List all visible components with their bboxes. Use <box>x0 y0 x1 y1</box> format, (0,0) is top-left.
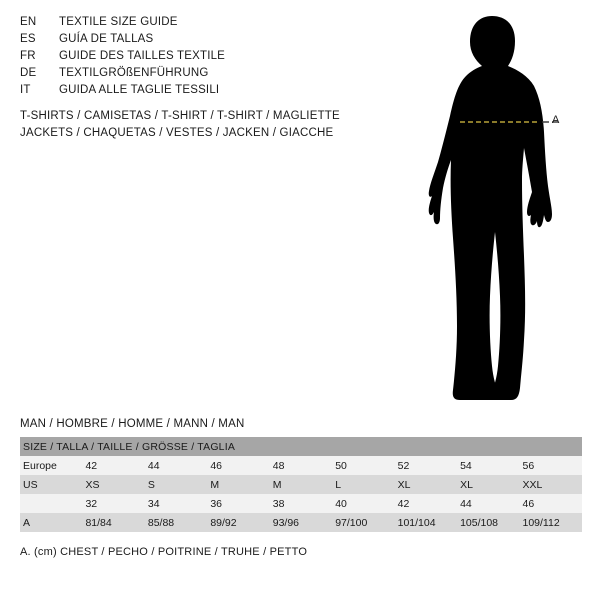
cell-text: XXL <box>522 478 543 491</box>
language-text: GUIDE DES TAILLES TEXTILE <box>59 50 226 62</box>
cell-text: XL <box>460 478 473 491</box>
table-cell <box>520 456 583 475</box>
language-row <box>20 50 350 67</box>
language-code: ES <box>20 33 36 45</box>
language-code: FR <box>20 50 36 62</box>
table-cell <box>207 513 269 532</box>
cell-text: 42 <box>85 459 98 472</box>
cell-text: 52 <box>397 459 410 472</box>
cell-text: M <box>272 478 282 491</box>
table-header-cell <box>20 437 582 456</box>
body-silhouette-figure <box>400 10 590 410</box>
table-row <box>20 456 582 475</box>
table-cell <box>82 456 144 475</box>
category-line-tshirts: T-SHIRTS / CAMISETAS / T-SHIRT / T-SHIRT / MAGLIETTE <box>20 110 340 122</box>
table-section-title: MAN / HOMBRE / HOMME / MANN / MAN <box>20 418 245 430</box>
row-label: US <box>20 475 82 494</box>
table-cell <box>145 456 207 475</box>
table-cell <box>82 475 144 494</box>
cell-text: M <box>210 478 220 491</box>
table-cell <box>270 475 332 494</box>
cell-text: 46 <box>522 497 535 510</box>
table-cell <box>207 494 269 513</box>
language-row <box>20 33 350 50</box>
cell-text: 44 <box>460 497 472 510</box>
table-cell <box>270 513 332 532</box>
table-row <box>20 475 582 494</box>
cell-text: 34 <box>147 497 160 510</box>
language-text: TEXTILGRÖßENFÜHRUNG <box>59 67 209 79</box>
cell-text: 56 <box>522 459 535 472</box>
table-header-label: SIZE / TALLA / TAILLE / GRÖSSE / TAGLIA <box>23 440 236 453</box>
language-code: EN <box>20 16 37 28</box>
cell-text: XL <box>397 478 411 491</box>
cell-text: 54 <box>460 459 472 472</box>
table-cell <box>520 475 583 494</box>
table-cell <box>82 494 144 513</box>
table-cell <box>457 475 519 494</box>
cell-text: 44 <box>147 459 160 472</box>
table-cell <box>457 494 519 513</box>
category-line-jackets: JACKETS / CHAQUETAS / VESTES / JACKEN / GIACCHE <box>20 127 334 139</box>
language-text: GUIDA ALLE TAGLIE TESSILI <box>59 84 220 96</box>
table-header-row <box>20 437 582 456</box>
cell-text: 38 <box>272 497 285 510</box>
table-cell <box>395 456 457 475</box>
table-cell <box>270 494 332 513</box>
cell-text: 32 <box>85 497 98 510</box>
table-cell <box>270 456 332 475</box>
cell-text: S <box>147 478 155 491</box>
table-cell <box>207 456 269 475</box>
row-label: Europe <box>20 456 82 475</box>
cell-text: 105/108 <box>460 516 499 529</box>
table-cell <box>520 513 583 532</box>
row-label: A <box>20 513 82 532</box>
table-cell <box>395 475 457 494</box>
language-code: IT <box>20 84 31 96</box>
cell-text: 97/100 <box>335 516 368 529</box>
table-cell <box>520 494 583 513</box>
table-cell <box>395 513 457 532</box>
language-row <box>20 84 350 101</box>
table-row <box>20 494 582 513</box>
language-header-block <box>20 16 350 101</box>
table-cell <box>395 494 457 513</box>
measure-label-a: A <box>552 114 560 126</box>
language-text: TEXTILE SIZE GUIDE <box>59 16 178 28</box>
cell-text: 50 <box>335 459 347 472</box>
table-row <box>20 513 582 532</box>
language-row <box>20 67 350 84</box>
cell-text: XS <box>85 478 100 491</box>
cell-text: 109/112 <box>522 516 560 529</box>
cell-text: 89/92 <box>210 516 237 529</box>
cell-text: 85/88 <box>147 516 175 529</box>
table-cell <box>145 475 207 494</box>
cell-text: 48 <box>272 459 285 472</box>
table-cell <box>207 475 269 494</box>
language-code: DE <box>20 67 37 79</box>
cell-text: 40 <box>335 497 347 510</box>
size-table <box>20 437 582 532</box>
cell-text: 101/104 <box>397 516 436 529</box>
row-label <box>20 494 82 513</box>
table-cell <box>332 494 394 513</box>
table-cell <box>332 456 394 475</box>
table-cell <box>145 513 207 532</box>
cell-text: L <box>335 478 342 491</box>
cell-text: 81/84 <box>85 516 112 529</box>
male-silhouette-icon <box>400 10 590 410</box>
table-cell <box>332 513 394 532</box>
language-row <box>20 16 350 33</box>
category-block <box>20 110 420 144</box>
table-cell <box>457 456 519 475</box>
table-cell <box>457 513 519 532</box>
language-text: GUÍA DE TALLAS <box>59 33 154 45</box>
table-cell <box>82 513 144 532</box>
cell-text: 46 <box>210 459 222 472</box>
table-cell <box>332 475 394 494</box>
cell-text: 42 <box>397 497 410 510</box>
table-cell <box>145 494 207 513</box>
cell-text: 93/96 <box>272 516 300 529</box>
size-table-section <box>20 418 582 532</box>
footnote-chest-measure: A. (cm) CHEST / PECHO / POITRINE / TRUHE / PETTO <box>20 546 308 558</box>
cell-text: 36 <box>210 497 222 510</box>
